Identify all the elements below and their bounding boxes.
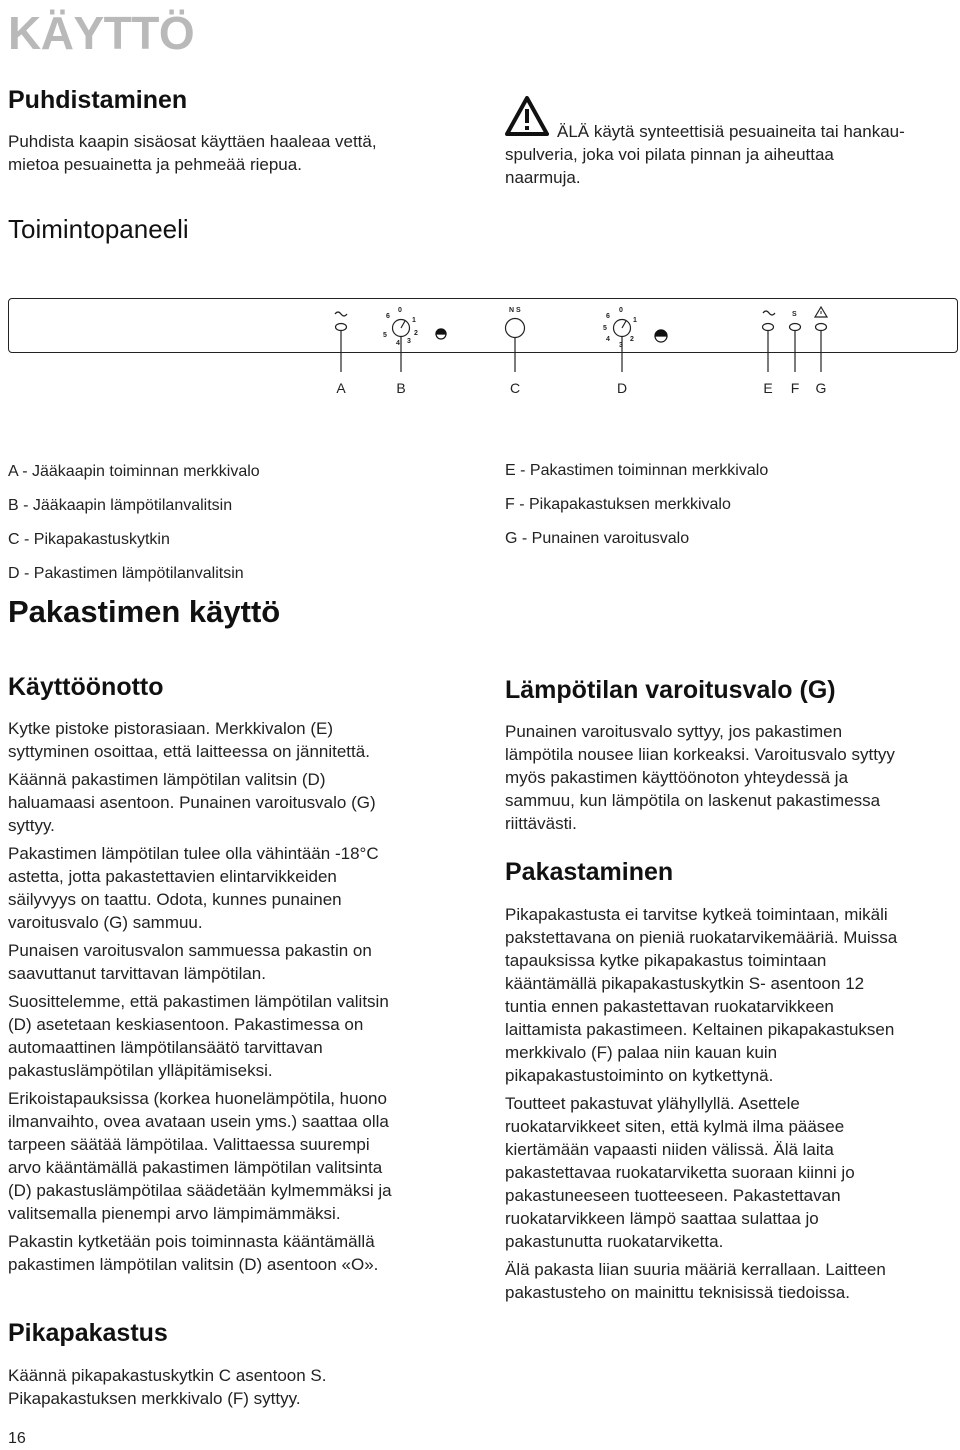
text-line: Pikapakastuksen merkkivalo (F) syttyy. [8,1389,301,1408]
legend-item: B - Jääkaapin lämpötilanvalitsin [8,497,233,514]
startup-text [8,717,478,1281]
switch-c-label: N S [509,307,521,314]
dial-tick-label: 3 [619,342,623,349]
paragraph: Älä pakasta liian suuria määriä kerrallaan. Laitteen pakastusteho on mainittu teknisissä tiedoissa. [505,1260,886,1302]
page-number: 16 [8,1430,26,1447]
legend-item: E - Pakastimen toiminnan merkkivalo [505,462,769,479]
dial-tick-label: 3 [407,338,411,345]
text-line: naarmuja. [505,168,581,187]
dial-tick-label: 4 [606,336,610,343]
indicator-light-g [816,324,827,331]
power-symbol-icon [335,312,347,316]
text-line: mietoa pesuainetta ja pehmeää riepua. [8,155,302,174]
cleaning-warning [505,120,945,189]
text-line: lämpötila nousee liian korkeaksi. Varoitusvalo syttyy [505,745,895,764]
dial-tick-label: 5 [383,332,387,339]
legend-item: G - Punainen varoitusvalo [505,530,690,547]
page-title: KÄYTTÖ [8,7,195,59]
cleaning-text [8,130,377,176]
paragraph: Suosittelemme, että pakastimen lämpötilan valitsin (D) asetetaan keskiasentoon. Pakastimessa on automaattinen lämpötilansäätö tarvittavan pakastuslämpötilan ylläpitämiseksi. [8,992,389,1080]
legend-right [505,454,768,556]
dial-tick-label: 2 [630,336,634,343]
legend-left [8,455,260,591]
indicator-light-a [336,324,347,331]
callout-a: A [336,380,346,396]
text-line: Punainen varoitusvalo syttyy, jos pakastimen [505,722,843,741]
warning-light-text [505,720,955,835]
text-line: spulveria, joka voi pilata pinnan ja aiheuttaa [505,145,834,164]
freezer-heading: Pakastimen käyttö [8,594,281,629]
callout-d: D [616,380,628,396]
text-line: myös pakastimen käyttöönoton yhteydessä ja [505,768,849,787]
callout-f: F [790,380,800,396]
dial-tick-label: 5 [603,325,607,332]
freezing-heading: Pakastaminen [505,858,674,886]
paragraph: Punaisen varoitusvalon sammuessa pakastin on saavuttanut tarvittavan lämpötilan. [8,941,372,983]
quick-freeze-heading: Pikapakastus [8,1319,168,1347]
paragraph: Pakastin kytketään pois toiminnasta kääntämällä pakastimen lämpötilan valitsin (D) asentoon «O». [8,1232,379,1274]
warning-light-heading: Lämpötilan varoitusvalo (G) [505,676,836,704]
legend-item: C - Pikapakastuskytkin [8,531,170,548]
dial-tick-label: 2 [414,330,418,337]
callout-c: C [509,380,521,396]
quick-freeze-text [8,1364,326,1410]
dial-tick-label: 6 [606,313,610,320]
callout-g: G [815,380,827,396]
text-line: Puhdista kaapin sisäosat käyttäen haaleaa vettä, [8,132,377,151]
text-line: ÄLÄ käytä synteettisiä pesuaineita tai hankau- [557,122,905,141]
paragraph: Toutteet pakastuvat ylähyllyllä. Asettele ruokatarvikkeet siten, että kylmä ilma pääsee kiertämään vapaasti niiden välissä. Älä laita pakastettavaa ruokatarviketta suoraan kiinni jo pakastuneeseen tuotteeseen. Pakastettavan ruokatarvikkeen lämpö saattaa sulattaa jo pakastunutta ruokatarviketta. [505,1094,855,1251]
text-line: riittävästi. [505,814,577,833]
text-line: Käännä pikapakastuskytkin C asentoon S. [8,1366,327,1385]
switch-c [506,319,525,338]
paragraph: Käännä pakastimen lämpötilan valitsin (D) haluamaasi asentoon. Punainen varoitusvalo (G) syttyy. [8,770,376,835]
control-panel-heading: Toimintopaneeli [8,214,189,244]
indicator-f-label: S [792,311,797,318]
paragraph: Pikapakastusta ei tarvitse kytkeä toimintaan, mikäli pakstettavana on pieniä ruokatarvikemääriä. Muissa tapauksissa kytke pikapakastus toimintaan kääntämällä pikapakastuskytkin S- asentoon 12 tuntia ennen pakastettavan ruokatarvikkeen laittamista pakastimeen. Keltainen pikapakastuksen merkkivalo (F) palaa niin kauan kuin pikapakastustoiminto on kytkettynä. [505,905,898,1085]
legend-item: D - Pakastimen lämpötilanvalitsin [8,565,244,582]
power-symbol-icon [763,311,775,315]
text-line: sammuu, kun lämpötila on laskenut pakastimessa [505,791,881,810]
paragraph: Pakastimen lämpötilan tulee olla vähintään -18°C astetta, jotta pakastettavien elintarvikkeiden säilyvyys on taattu. Odota, kunnes punainen varoitusvalo (G) sammuu. [8,844,379,932]
control-panel-drawing [0,290,960,410]
indicator-light-e [763,324,774,331]
callout-b: B [396,380,406,396]
legend-item: A - Jääkaapin toiminnan merkkivalo [8,463,260,480]
dial-tick-label: 6 [386,313,390,320]
paragraph: Kytke pistoke pistorasiaan. Merkkivalon (E) syttyminen osoittaa, että laitteessa on jännitettä. [8,719,370,761]
legend-item: F - Pikapakastuksen merkkivalo [505,496,731,513]
cleaning-heading: Puhdistaminen [8,86,188,114]
dial-tick-label: 1 [633,317,637,324]
callout-e: E [763,380,773,396]
dial-tick-label: 0 [398,307,402,314]
indicator-light-f [790,324,801,331]
dial-tick-label: 4 [396,340,400,347]
startup-heading: Käyttöönotto [8,673,164,701]
freezing-text [505,903,955,1309]
dial-tick-label: 1 [412,317,416,324]
dial-tick-label: 0 [619,307,623,314]
paragraph: Erikoistapauksissa (korkea huonelämpötila, huono ilmanvaihto, ovea avataan usein yms.) saattaa olla tarpeen säätää lämpötilaa. Valittaessa suurempi arvo kääntämällä pakastimen lämpötilan valitsinta (D) pakastuslämpötilaa säädetään kylmemmäksi ja valitsemalla pienempi arvo lämpimämmäksi. [8,1089,392,1223]
